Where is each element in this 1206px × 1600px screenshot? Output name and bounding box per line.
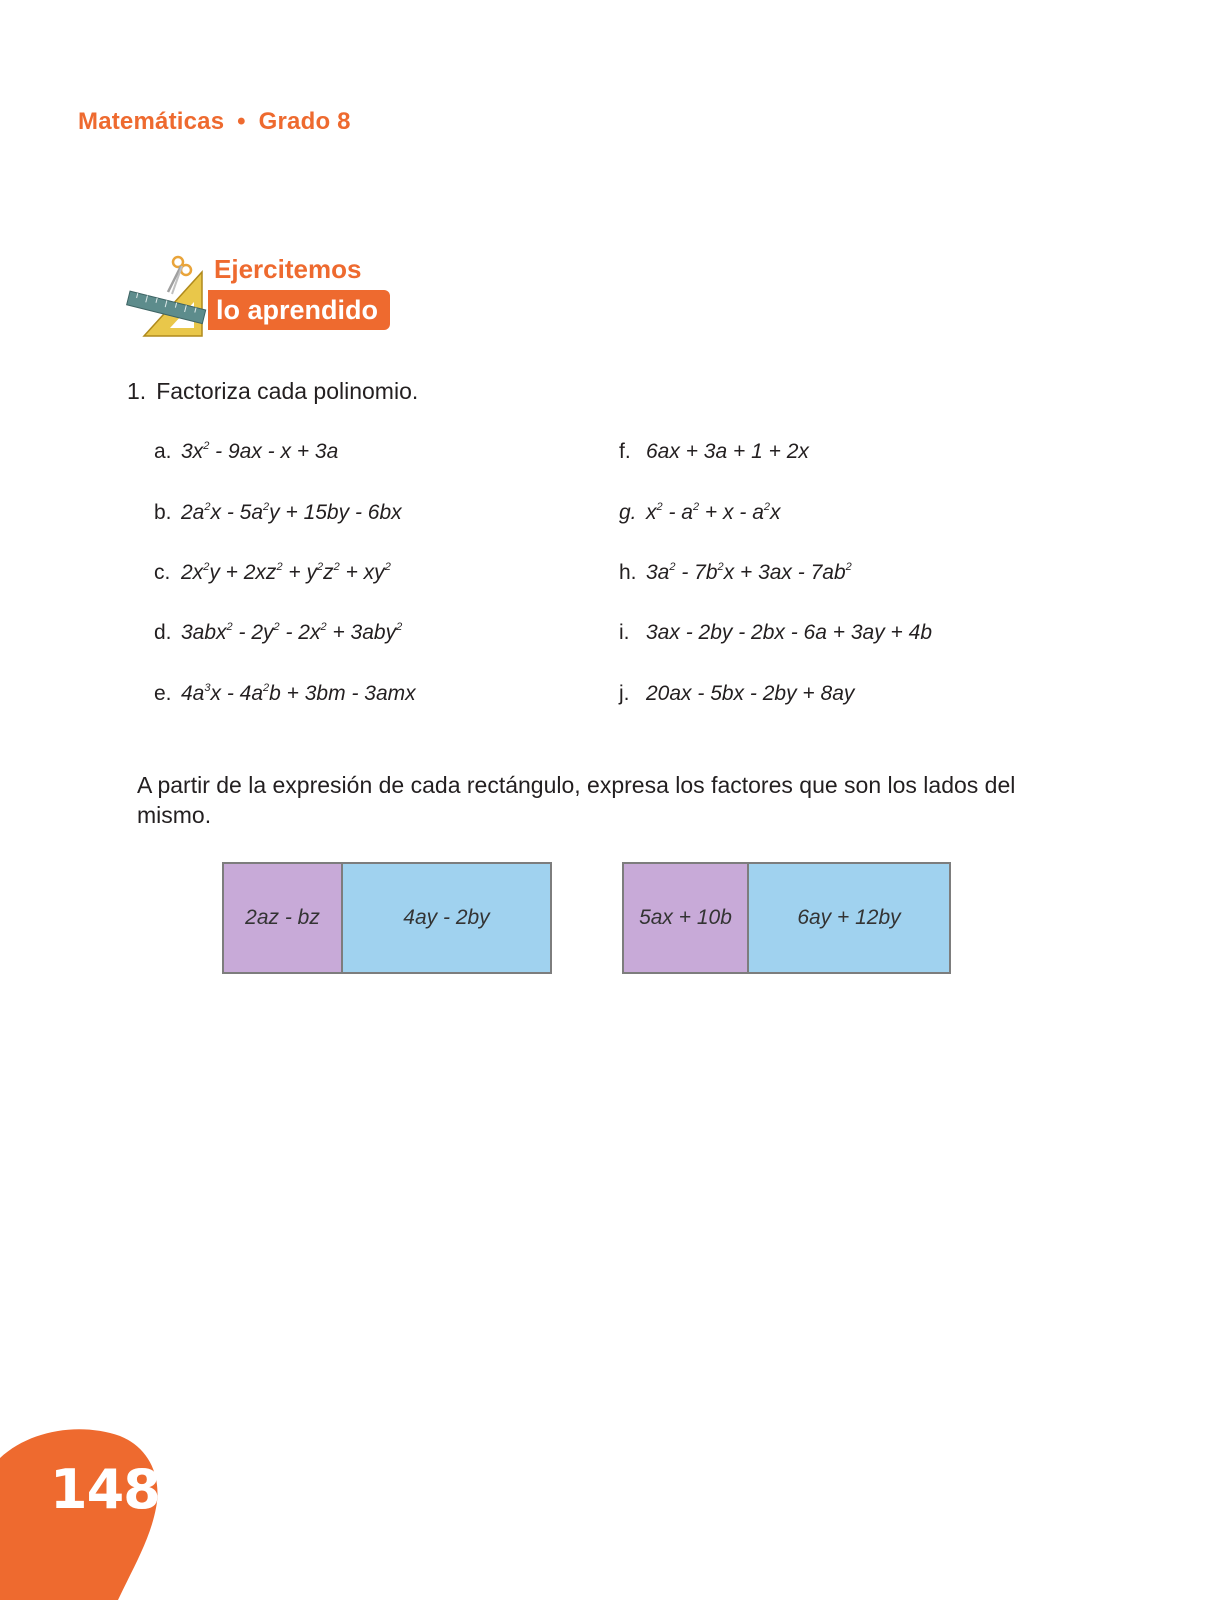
ruler-scissors-icon [124, 252, 214, 342]
exercise-e: e. $4a^3x - 4a^2b + 3bm - 3amx$ [154, 682, 416, 705]
exercise-c: c. $2x^2y + 2xz^2 + y^2z^2 + xy^2$ [154, 561, 391, 584]
exercise-label: g. [619, 501, 637, 524]
exercise-label: a. [154, 440, 172, 463]
exercise-label: h. [619, 561, 637, 584]
header-bullet: • [237, 108, 246, 135]
rectangle-2-left-part: 5ax + 10b [624, 864, 749, 972]
exercise-label: e. [154, 682, 172, 705]
section-title-line1: Ejercitemos [214, 254, 362, 284]
question-number: 1. [127, 378, 147, 404]
exercise-h: h. $3a^2 - 7b^2x + 3ax - 7ab^2$ [619, 561, 852, 584]
exercise-g: g. $x^2 - a^2 + x - a^2x$ [619, 501, 781, 524]
rectangle-1-left-part: 2az - bz [224, 864, 343, 972]
exercise-i: i. 3ax - 2by - 2bx - 6a + 3ay + 4b [619, 621, 933, 644]
question-text: Factoriza cada polinomio. [156, 378, 419, 404]
rectangle-1 [222, 862, 552, 974]
section-title-line2: lo aprendido [208, 290, 390, 330]
exercise-label: c. [154, 561, 171, 584]
page-number: 148 [50, 1458, 160, 1521]
question-2-text: A partir de la expresión de cada rectángulo, expresa los factores que son los lados del mismo. [137, 772, 1016, 828]
subject-label: Matemáticas [78, 108, 225, 135]
exercise-j: j. 20ax - 5bx - 2by + 8ay [619, 682, 855, 705]
exercise-d: d. $3abx^2 - 2y^2 - 2x^2 + 3aby^2$ [154, 621, 403, 644]
exercise-f: f. 6ax + 3a + 1 + 2x [619, 440, 809, 463]
rectangle-2-right-part: 6ay + 12by [749, 864, 949, 972]
exercise-b: b. $2a^2x - 5a^2y + 15by - 6bx$ [154, 501, 402, 524]
exercise-label: f. [619, 440, 631, 463]
rectangle-1-right-part: 4ay - 2by [343, 864, 550, 972]
question-1 [127, 378, 418, 405]
rectangle-2 [622, 862, 951, 974]
exercise-label: d. [154, 621, 172, 644]
section-logo [124, 252, 404, 342]
exercise-label: b. [154, 501, 172, 524]
exercise-label: j. [619, 682, 630, 705]
page-header [78, 108, 351, 136]
grade-label: Grado 8 [258, 108, 351, 135]
exercise-a: a. $3x^2 - 9ax - x + 3a$ [154, 440, 339, 463]
exercise-label: i. [619, 621, 630, 644]
